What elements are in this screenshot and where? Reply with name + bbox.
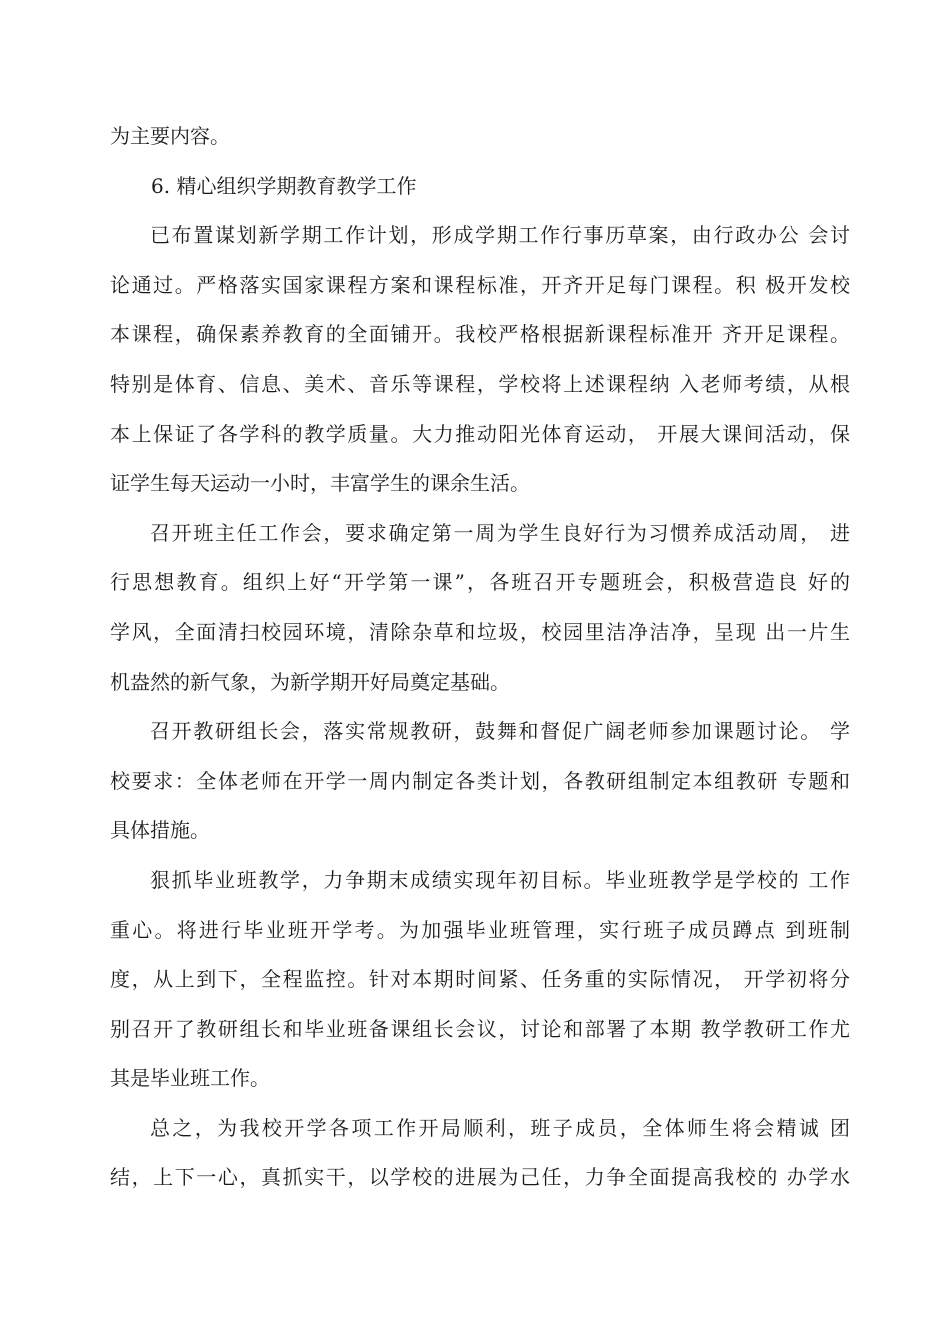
section-heading: 6. 精心组织学期教育教学工作 <box>151 173 417 198</box>
paragraph-5-line: 总之，为我校开学各项工作开局顺利，班子成员，全体师生将会精诚 团 <box>150 1115 850 1140</box>
paragraph-tail-line: 为主要内容。 <box>110 124 230 148</box>
paragraph-2-line: 召开班主任工作会，要求确定第一周为学生良好行为习惯养成活动周， 进 <box>150 520 850 545</box>
paragraph-1-line: 证学生每天运动一小时，丰富学生的课余生活。 <box>110 471 530 496</box>
paragraph-1-line: 本上保证了各学科的教学质量。大力推动阳光体育运动， 开展大课间活动，保 <box>110 421 850 446</box>
paragraph-3-line: 校要求：全体老师在开学一周内制定各类计划，各教研组制定本组教研 专题和 <box>110 768 850 793</box>
paragraph-4-line: 其是毕业班工作。 <box>110 1066 270 1091</box>
paragraph-2-line: 学风，全面清扫校园环境，清除杂草和垃圾，校园里洁净洁净，呈现 出一片生 <box>110 619 850 644</box>
paragraph-1-line: 特别是体育、信息、美术、音乐等课程，学校将上述课程纳 入老师考绩，从根 <box>110 371 850 396</box>
paragraph-1-line: 已布置谋划新学期工作计划，形成学期工作行事历草案，由行政办公 会讨 <box>150 223 850 248</box>
paragraph-3-line: 召开教研组长会，落实常规教研，鼓舞和督促广阔老师参加课题讨论。 学 <box>150 719 850 744</box>
paragraph-1-line: 本课程，确保素养教育的全面铺开。我校严格根据新课程标准开 齐开足课程。 <box>110 322 850 347</box>
paragraph-1-line: 论通过。严格落实国家课程方案和课程标准，开齐开足每门课程。积 极开发校 <box>110 272 850 297</box>
paragraph-4-line: 别召开了教研组长和毕业班备课组长会议，讨论和部署了本期 教学教研工作尤 <box>110 1016 850 1041</box>
paragraph-4-line: 重心。将进行毕业班开学考。为加强毕业班管理，实行班子成员蹲点 到班制 <box>110 917 850 942</box>
paragraph-2-line: 机盎然的新气象，为新学期开好局奠定基础。 <box>110 669 510 694</box>
paragraph-5-line: 结，上下一心，真抓实干，以学校的进展为己任，力争全面提高我校的 办学水 <box>110 1165 850 1190</box>
paragraph-3-line: 具体措施。 <box>110 818 210 843</box>
document-body <box>110 112 850 1203</box>
paragraph-2-line: 行思想教育。组织上好“开学第一课”，各班召开专题班会，积极营造良 好的 <box>110 570 850 595</box>
paragraph-4-line: 度，从上到下，全程监控。针对本期时间紧、任务重的实际情况， 开学初将分 <box>110 967 850 992</box>
paragraph-4-line: 狠抓毕业班教学，力争期末成绩实现年初目标。毕业班教学是学校的 工作 <box>150 867 850 892</box>
